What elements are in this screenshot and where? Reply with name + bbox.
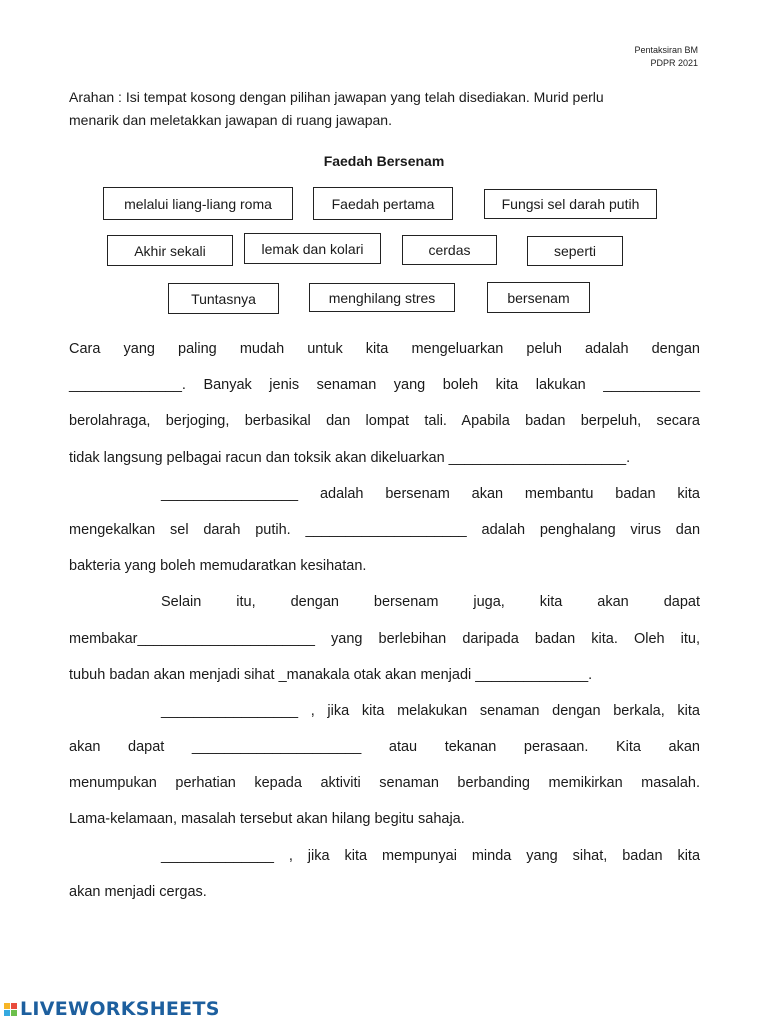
passage-line: ______________. Banyak jenis senaman yang boleh kita lakukan ____________ [69,377,700,394]
instruction-text [69,86,709,132]
liveworksheets-logo-text: LIVEWORKSHEETS [20,998,220,1020]
answer-blank[interactable]: _____________________ [191,739,362,756]
passage-line: akan dapat _____________________ atau tekanan perasaan. Kita akan [69,739,700,756]
choice-tuntasnya[interactable]: Tuntasnya [168,283,279,314]
passage-line: tidak langsung pelbagai racun dan toksik akan dikeluarkan ______________________. [69,449,631,466]
passage-line: membakar______________________ yang berlebihan daripada badan kita. Oleh itu, [69,630,701,647]
logo-square [4,1003,10,1009]
answer-blank[interactable]: membakar______________________ [69,630,315,647]
passage-line: tubuh badan akan menjadi sihat _manakala otak akan menjadi ______________. [69,666,593,683]
passage-line: berolahraga, berjoging, berbasikal dan lompat tali. Apabila badan berpeluh, secara [69,413,700,430]
liveworksheets-logo [4,996,220,1022]
passage-line: ______________ , jika kita mempunyai minda yang sihat, badan kita [161,847,701,864]
liveworksheets-logo-icon [4,1003,17,1016]
logo-square [11,1010,17,1016]
document-header [634,44,698,70]
answer-blank[interactable]: ______________ [161,847,274,864]
answer-blank[interactable]: ______________. [69,377,186,394]
passage-line: Cara yang paling mudah untuk kita mengeluarkan peluh adalah dengan [69,341,700,357]
passage-line: mengekalkan sel darah putih. ____________________ adalah penghalang virus dan [69,521,701,538]
passage-line: Lama-kelamaan, masalah tersebut akan hilang begitu sahaja. [69,811,465,828]
answer-blank[interactable]: _________________ [161,702,299,719]
worksheet-title: Faedah Bersenam [323,153,445,169]
answer-blank[interactable]: ____________ [603,377,700,394]
passage-line: _________________ adalah bersenam akan membantu badan kita [161,485,700,502]
choice-menghilang-stres[interactable]: menghilang stres [309,283,455,312]
passage-line: menumpukan perhatian kepada aktiviti senaman berbanding memikirkan masalah. [69,775,700,792]
choice-fungsi-sel-darah-putih[interactable]: Fungsi sel darah putih [484,189,657,219]
choice-akhir-sekali[interactable]: Akhir sekali [107,235,233,266]
passage-line: Selain itu, dengan bersenam juga, kita akan dapat [161,594,700,611]
passage-line: _________________ , jika kita melakukan senaman dengan berkala, kita [161,702,700,719]
header-year: PDPR 2021 [650,58,698,68]
choice-melalui-liang-liang-roma[interactable]: melalui liang-liang roma [103,187,293,220]
choice-bersenam[interactable]: bersenam [487,282,590,313]
choice-seperti[interactable]: seperti [527,236,623,266]
passage-line: akan menjadi cergas. [69,883,207,900]
choice-faedah-pertama[interactable]: Faedah pertama [313,187,453,220]
instruction-line-2: menarik dan meletakkan jawapan di ruang jawapan. [69,112,392,128]
logo-square [11,1003,17,1009]
choice-cerdas[interactable]: cerdas [402,235,497,265]
instruction-line-1: Arahan : Isi tempat kosong dengan pilihan jawapan yang telah disediakan. Murid perlu [69,89,604,105]
logo-square [4,1010,10,1016]
header-subject: Pentaksiran BM [634,45,698,55]
answer-blank[interactable]: ____________________ [305,521,467,538]
passage [69,331,700,910]
choice-lemak-dan-kolari[interactable]: lemak dan kolari [244,233,381,264]
passage-line: bakteria yang boleh memudaratkan kesihatan. [69,558,367,575]
answer-blank[interactable]: _________________ [161,485,299,502]
